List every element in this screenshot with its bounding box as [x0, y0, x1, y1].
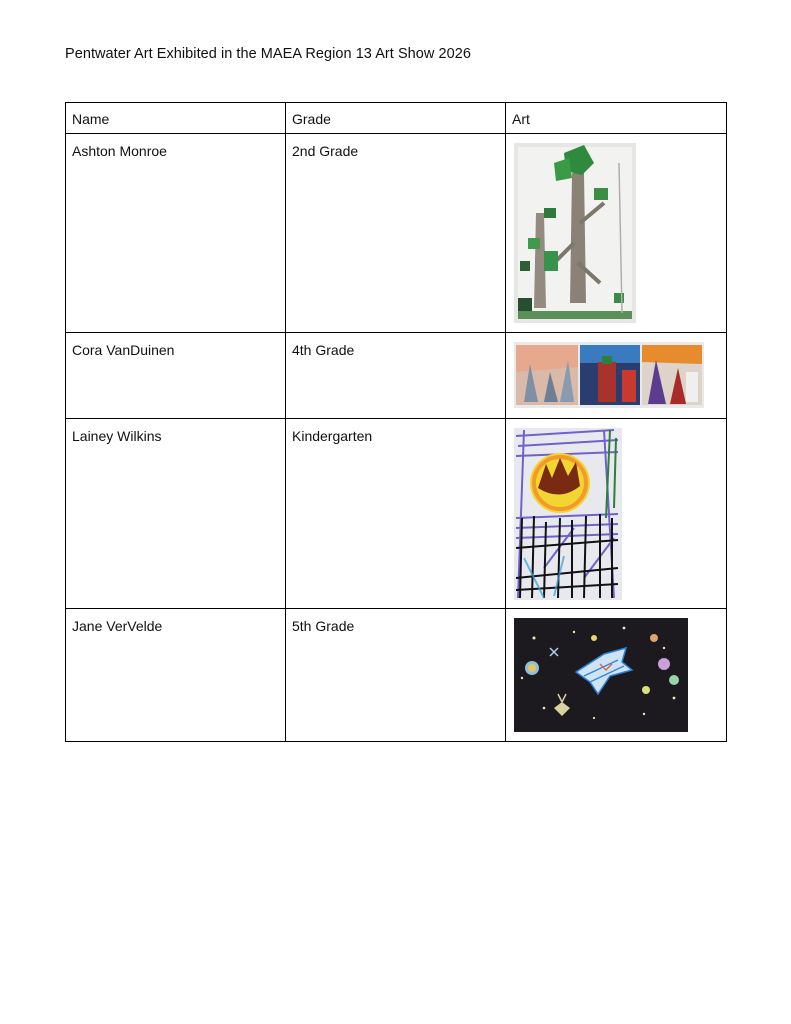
name-cell: Jane VerVelde: [66, 609, 286, 742]
name-cell: Lainey Wilkins: [66, 419, 286, 609]
tree-drawing-image: [514, 143, 636, 323]
sun-drawing-image: [514, 428, 622, 600]
header-name: Name: [66, 103, 286, 134]
grade-cell: 2nd Grade: [286, 134, 506, 333]
table-header-row: [66, 103, 727, 134]
triptych-painting-image: [514, 342, 704, 408]
name-cell: Cora VanDuinen: [66, 333, 286, 419]
table-row: [66, 333, 727, 419]
header-grade: Grade: [286, 103, 506, 134]
art-cell: [506, 609, 727, 742]
document-title: Pentwater Art Exhibited in the MAEA Region 13 Art Show 2026: [65, 46, 471, 62]
table-row: [66, 609, 727, 742]
table-row: [66, 419, 727, 609]
art-table: [65, 102, 727, 742]
grade-cell: 4th Grade: [286, 333, 506, 419]
art-cell: [506, 134, 727, 333]
grade-cell: 5th Grade: [286, 609, 506, 742]
grade-cell: Kindergarten: [286, 419, 506, 609]
header-art: Art: [506, 103, 727, 134]
art-cell: [506, 333, 727, 419]
table-row: [66, 134, 727, 333]
art-cell: [506, 419, 727, 609]
space-drawing-image: [514, 618, 688, 732]
name-cell: Ashton Monroe: [66, 134, 286, 333]
